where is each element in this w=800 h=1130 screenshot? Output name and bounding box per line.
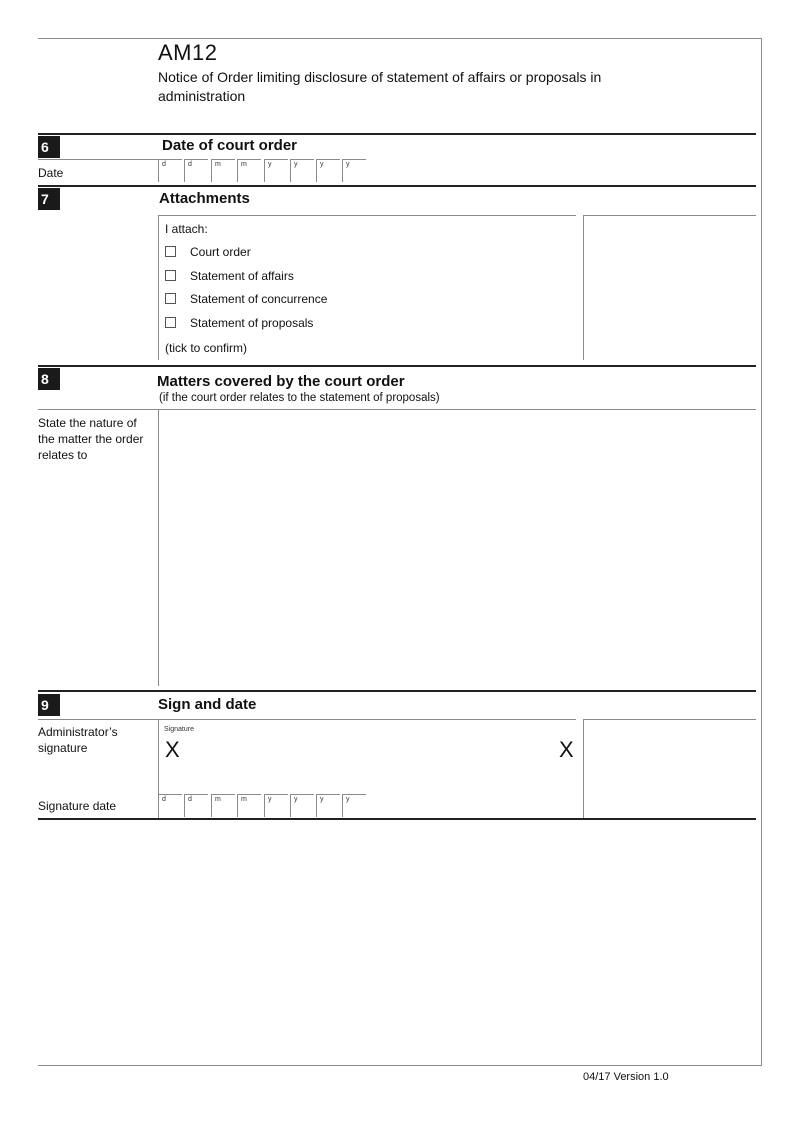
tick-to-confirm: (tick to confirm) [165, 341, 248, 355]
section-9-number: 9 [38, 694, 60, 716]
page-top-rule [38, 38, 762, 39]
checkbox-statement-of-concurrence[interactable] [165, 292, 327, 306]
signature-date-field[interactable] [158, 794, 368, 818]
section-8-heading: Matters covered by the court order [157, 373, 405, 390]
date-digit-box[interactable]: y [316, 159, 340, 182]
section-6-heading: Date of court order [162, 137, 298, 154]
section-9-rule [38, 690, 756, 692]
signature-x-mark: X [165, 737, 180, 762]
form-title: Notice of Order limiting disclosure of statement of affairs or proposals in administration [158, 69, 602, 104]
checkbox-icon[interactable] [165, 246, 176, 257]
signature-box-top [158, 719, 576, 720]
date-digit-box[interactable]: d [158, 159, 182, 182]
attachments-box-left [158, 215, 159, 360]
signature-caption: Signature [164, 726, 194, 733]
page-bottom-rule [38, 1065, 762, 1066]
checkbox-label: Statement of concurrence [190, 292, 328, 306]
date-digit-box[interactable]: y [316, 794, 340, 817]
signature-x-mark: X [559, 737, 574, 762]
date-digit-box[interactable]: m [237, 159, 261, 182]
section-8-number: 8 [38, 368, 60, 390]
section-6-rule [38, 133, 756, 135]
date-digit-box[interactable]: d [158, 794, 182, 817]
section-8-subheading: (if the court order relates to the statement of proposals) [159, 392, 440, 404]
signature-label-rule [38, 719, 158, 720]
date-digit-box[interactable]: y [264, 159, 288, 182]
checkbox-court-order[interactable] [165, 245, 251, 259]
section-7-number: 7 [38, 188, 60, 210]
matter-nature-label: State the nature of the matter the order relates to [38, 416, 144, 462]
margin-note-top [583, 719, 756, 720]
matter-nature-input[interactable] [158, 409, 159, 686]
date-digit-box[interactable]: m [211, 794, 235, 817]
margin-note-left [583, 215, 584, 360]
attach-intro: I attach: [165, 222, 208, 236]
checkbox-icon[interactable] [165, 317, 176, 328]
section-7-rule [38, 185, 756, 187]
date-label: Date [38, 166, 64, 180]
checkbox-icon[interactable] [165, 270, 176, 281]
section-6-number: 6 [38, 136, 60, 158]
form-code: AM12 [158, 40, 218, 65]
date-digit-box[interactable]: d [184, 159, 208, 182]
section-6-label-rule [38, 159, 158, 160]
date-digit-box[interactable]: y [342, 794, 366, 817]
date-digit-box[interactable]: y [342, 159, 366, 182]
page-right-rule [761, 38, 762, 1066]
date-digit-box[interactable]: m [237, 794, 261, 817]
date-digit-box[interactable]: m [211, 159, 235, 182]
version-label: 04/17 Version 1.0 [583, 1071, 669, 1083]
checkbox-icon[interactable] [165, 293, 176, 304]
attachments-box-top [158, 215, 576, 216]
section-7-heading: Attachments [159, 190, 250, 207]
checkbox-statement-of-proposals[interactable] [165, 316, 313, 330]
section-8-field-top [38, 409, 756, 410]
section-9-bottom-rule [38, 818, 756, 820]
administrator-signature-label: Administrator’s signature [38, 725, 118, 755]
date-digit-box[interactable]: y [264, 794, 288, 817]
section-8-rule [38, 365, 756, 367]
court-order-date-field[interactable] [158, 159, 368, 183]
checkbox-label: Statement of proposals [190, 316, 314, 330]
checkbox-label: Court order [190, 245, 251, 259]
signature-date-label: Signature date [38, 799, 117, 813]
date-digit-box[interactable]: y [290, 794, 314, 817]
signature-field[interactable] [160, 735, 580, 765]
section-9-heading: Sign and date [158, 696, 257, 713]
margin-note-left [583, 719, 584, 818]
date-digit-box[interactable]: d [184, 794, 208, 817]
margin-note-top [583, 215, 756, 216]
checkbox-statement-of-affairs[interactable] [165, 269, 294, 283]
checkbox-label: Statement of affairs [190, 269, 294, 283]
date-digit-box[interactable]: y [290, 159, 314, 182]
